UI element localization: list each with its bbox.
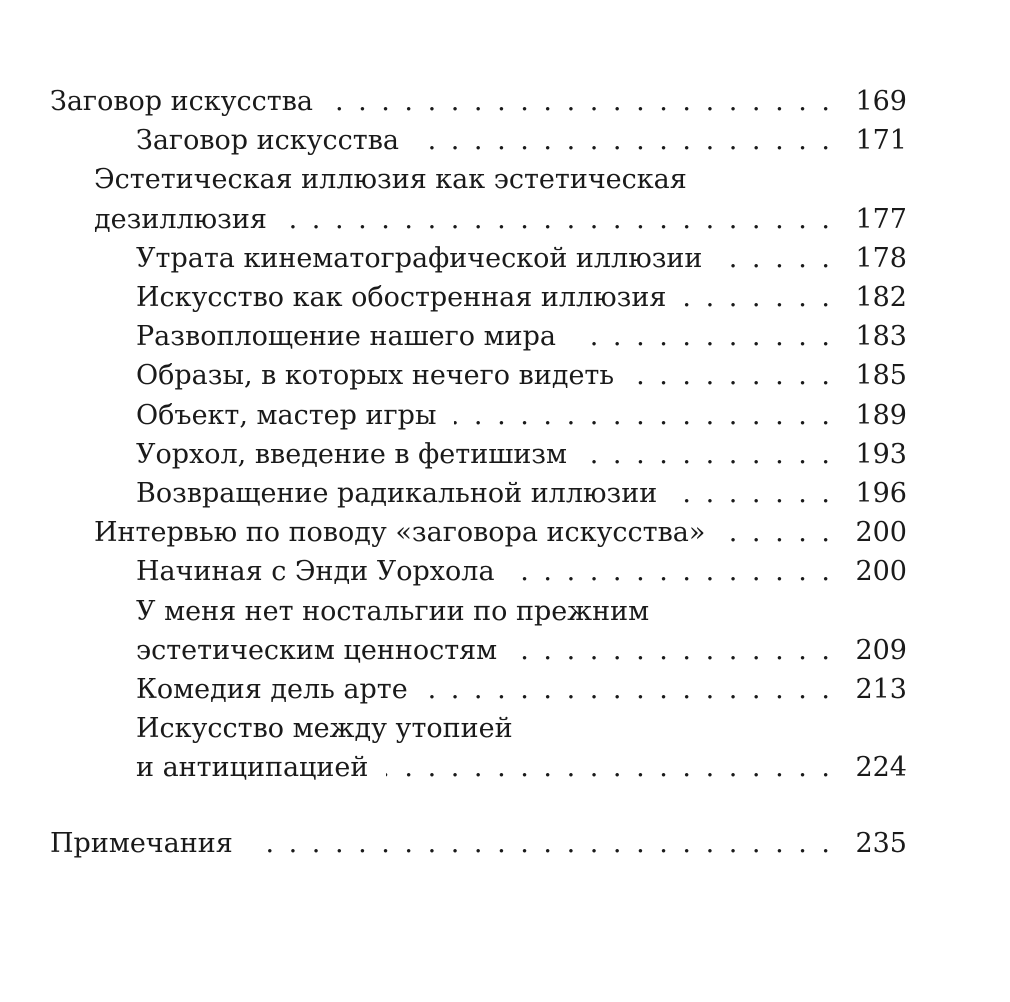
toc-entry[interactable] [50, 513, 907, 552]
toc-page-number: 235 [855, 827, 907, 859]
toc-entry[interactable] [50, 824, 907, 863]
toc-entry-title: Развоплощение нашего мира [136, 321, 557, 353]
toc-entry-title: Эстетическая иллюзия как эстетическая [94, 164, 687, 196]
dot-leader [632, 356, 833, 395]
dot-leader [251, 824, 833, 863]
toc-entry-line [94, 160, 907, 199]
toc-page-number: 193 [855, 438, 907, 470]
toc-entry-title: Возвращение радикальной иллюзии [136, 478, 658, 510]
toc-entry-line [50, 824, 907, 863]
dot-leader [675, 474, 833, 513]
toc-page-number: 169 [855, 86, 907, 117]
toc-entry-line [94, 513, 907, 552]
dot-leader [331, 82, 833, 121]
toc-entry-line [136, 435, 907, 474]
toc-entry-line [136, 631, 907, 670]
toc-page-number: 183 [855, 321, 907, 353]
toc-entry[interactable] [50, 474, 907, 513]
dot-leader [515, 631, 833, 670]
toc-entries [50, 82, 907, 788]
toc-page-number: 196 [855, 478, 907, 510]
toc-entry-title: Искусство как обостренная иллюзия [136, 282, 667, 314]
toc-page-number: 185 [855, 360, 907, 392]
dot-leader [723, 513, 833, 552]
toc-page-number: 182 [855, 282, 907, 314]
toc-entry-line [94, 200, 907, 239]
toc-entry-title: Начиная с Энди Уорхола [136, 556, 495, 588]
dot-leader [454, 396, 833, 435]
toc-entry-line [136, 121, 907, 160]
toc-entry-title: Уорхол, введение в фетишизм [136, 438, 568, 470]
toc-page-number: 213 [855, 674, 907, 706]
dot-leader [720, 239, 833, 278]
toc-entry-title: Утрата кинематографической иллюзии [136, 242, 703, 274]
toc-entry-title: эстетическим ценностям [136, 634, 498, 666]
table-of-contents [50, 82, 907, 863]
toc-entry-title: Объект, мастер игры [136, 399, 437, 431]
toc-entry-line [136, 474, 907, 513]
toc-entry-line [50, 82, 907, 121]
toc-entry[interactable] [50, 239, 907, 278]
toc-entry-title: У меня нет ностальгии по прежним [136, 595, 650, 627]
toc-entry[interactable] [50, 82, 907, 121]
toc-entry[interactable] [50, 709, 907, 787]
toc-entry-line [136, 278, 907, 317]
dot-leader [426, 670, 833, 709]
toc-entry-title: Интервью по поводу «заговора искусства» [94, 517, 706, 549]
toc-entry[interactable] [50, 160, 907, 238]
toc-entry-title: Заговор искусства [136, 125, 399, 157]
toc-entry-title: Примечания [50, 827, 233, 859]
toc-entry[interactable] [50, 356, 907, 395]
toc-page-number: 189 [855, 399, 907, 431]
toc-entry-line [136, 239, 907, 278]
toc-page-number: 200 [855, 517, 907, 549]
toc-entry-line [136, 748, 907, 787]
toc-entry-title: дезиллюзия [94, 203, 267, 235]
toc-entry[interactable] [50, 278, 907, 317]
dot-leader [285, 200, 833, 239]
toc-entry[interactable] [50, 435, 907, 474]
toc-entry-title: Искусство между утопией [136, 713, 513, 745]
toc-entry[interactable] [50, 552, 907, 591]
toc-entry-title: Комедия дель арте [136, 674, 408, 706]
toc-entry-line [136, 396, 907, 435]
toc-entry[interactable] [50, 121, 907, 160]
toc-entry[interactable] [50, 592, 907, 670]
toc-entry[interactable] [50, 396, 907, 435]
toc-page-number: 224 [855, 752, 907, 784]
toc-page-number: 200 [855, 556, 907, 588]
toc-entry-line [136, 552, 907, 591]
toc-entry-line [136, 592, 907, 631]
toc-entry[interactable] [50, 670, 907, 709]
dot-leader [386, 748, 833, 787]
toc-entry-line [136, 356, 907, 395]
toc-entry[interactable] [50, 317, 907, 356]
dot-leader [513, 552, 833, 591]
toc-entry-line [136, 670, 907, 709]
toc-page-number: 178 [855, 242, 907, 274]
dot-leader [574, 317, 833, 356]
toc-page-number: 177 [855, 203, 907, 235]
dot-leader [417, 121, 833, 160]
dot-leader [684, 278, 833, 317]
section-gap [50, 788, 907, 824]
toc-entry-line [136, 709, 907, 748]
toc-entry-title: и антиципацией [136, 752, 369, 784]
toc-page-number: 171 [855, 125, 907, 157]
toc-entry-title: Заговор искусства [50, 86, 313, 117]
dot-leader [585, 435, 833, 474]
toc-entry-line [136, 317, 907, 356]
toc-entry-title: Образы, в которых нечего видеть [136, 360, 615, 392]
toc-final-entry [50, 824, 907, 863]
toc-page-number: 209 [855, 634, 907, 666]
